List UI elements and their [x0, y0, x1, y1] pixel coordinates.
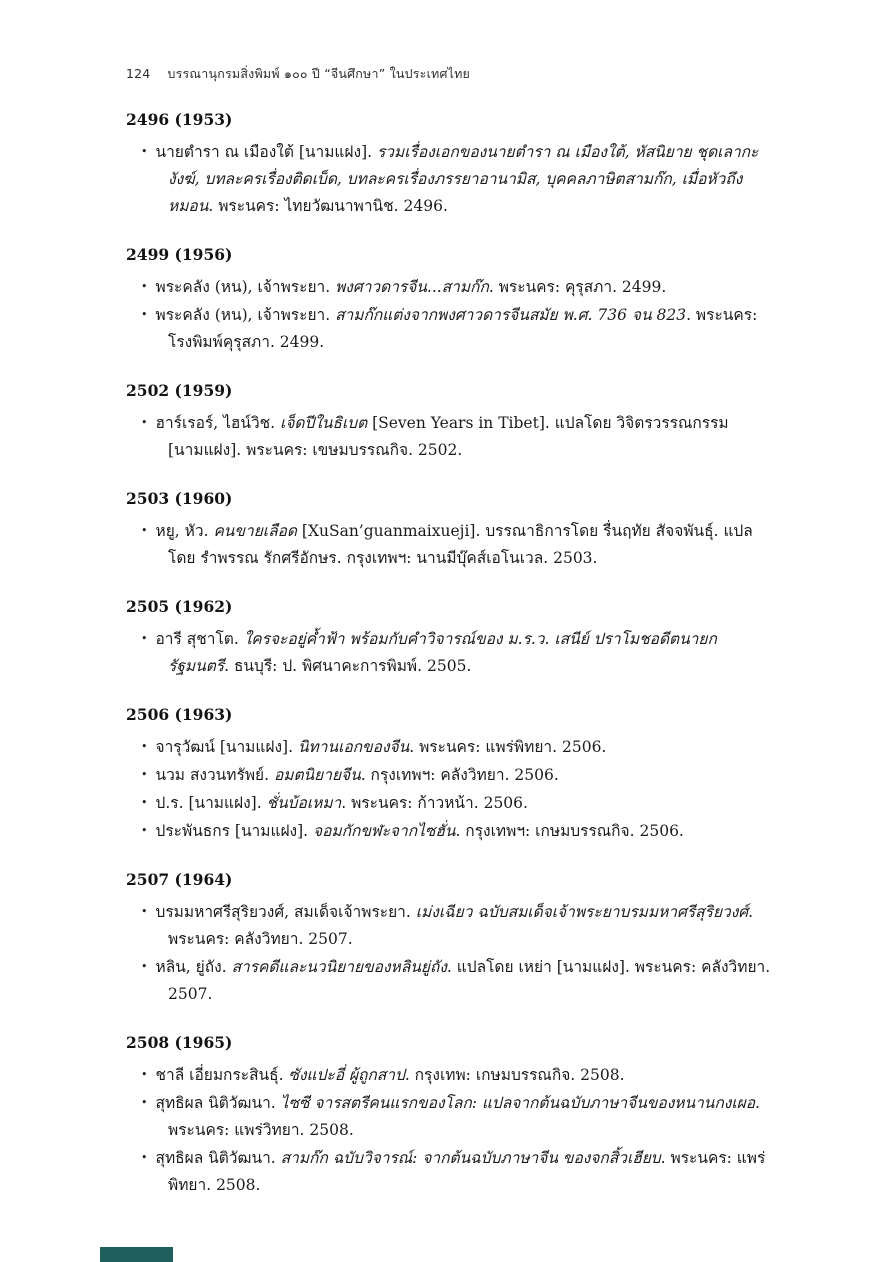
- entry-text: . กรุงเทพฯ: คลังวิทยา. 2506.: [360, 766, 559, 784]
- bibliography-entry: [126, 273, 774, 301]
- entry-text: นวม สงวนทรัพย์.: [155, 766, 274, 784]
- entry-text: . กรุงเทพฯ: เกษมบรรณกิจ. 2506.: [455, 822, 684, 840]
- bullet-icon: •: [141, 796, 148, 809]
- bibliography-entry: [126, 789, 774, 817]
- bibliography-sections: [126, 110, 774, 1224]
- year-heading: 2502 (1959): [126, 381, 233, 400]
- bibliography-entry: [126, 1089, 774, 1144]
- entry-text: ป.ร. [นามแฝง].: [155, 794, 267, 812]
- bullet-icon: •: [141, 1068, 148, 1081]
- bibliography-entry: [126, 301, 774, 356]
- entry-title: คนขายเลือด: [213, 522, 297, 540]
- entry-text: . ธนบุรี: ป. พิศนาคะการพิมพ์. 2505.: [224, 657, 472, 675]
- entry-title: นิทานเอกของจีน: [297, 738, 410, 756]
- entry-title: ชั่นบ้อเหมา: [266, 794, 342, 812]
- entry-text: [Seven Years in Tibet]. แปลโดย วิจิตรวรรณกรรม [นามแฝง]. พระนคร: เขษมบรรณกิจ. 2502.: [168, 414, 729, 459]
- bullet-icon: •: [141, 632, 148, 645]
- entry-title: สามก๊ก ฉบับวิจารณ์: จากต้นฉบับภาษาจีน ของจกสิ้วเฮียบ: [280, 1149, 661, 1167]
- entry-text: . พระนคร: คลังวิทยา. 2507.: [168, 903, 754, 948]
- entry-text: บรมมหาศรีสุริยวงศ์, สมเด็จเจ้าพระยา.: [155, 903, 416, 921]
- entry-text: . แปลโดย เหย่า [นามแฝง]. พระนคร: คลังวิทยา. 2507.: [168, 958, 771, 1003]
- bullet-icon: •: [141, 740, 148, 753]
- year-heading: 2503 (1960): [126, 489, 233, 508]
- entry-title: อมตนิยายจีน: [273, 766, 361, 784]
- entry-text: . พระนคร: แพร่วิทยา. 2508.: [168, 1094, 760, 1139]
- year-heading: 2507 (1964): [126, 870, 233, 889]
- year-section: [126, 489, 774, 572]
- entry-text: จารุวัฒน์ [นามแฝง].: [155, 738, 298, 756]
- year-section: [126, 597, 774, 680]
- bibliography-entry: [126, 898, 774, 953]
- entry-text: . กรุงเทพ: เกษมบรรณกิจ. 2508.: [404, 1066, 625, 1084]
- year-heading: 2508 (1965): [126, 1033, 233, 1052]
- entry-text: . พระนคร: แพร่พิทยา. 2508.: [168, 1149, 766, 1194]
- bullet-icon: •: [141, 1096, 148, 1109]
- entry-text: ชาลี เอี่ยมกระสินธุ์.: [155, 1066, 289, 1084]
- entry-text: อารี สุชาโต.: [155, 630, 244, 648]
- entry-text: ฮาร์เรอร์, ไฮน์วิช.: [155, 414, 281, 432]
- bullet-icon: •: [141, 1151, 148, 1164]
- bullet-icon: •: [141, 280, 148, 293]
- entry-text: นายตำรา ณ เมืองใต้ [นามแฝง].: [155, 143, 377, 161]
- bibliography-entry: [126, 1144, 774, 1199]
- entry-text: . พระนคร: คุรุสภา. 2499.: [488, 278, 667, 296]
- year-section: [126, 1033, 774, 1199]
- entry-text: สุทธิผล นิติวัฒนา.: [155, 1094, 281, 1112]
- entry-title: เจ็ดปีในธิเบต: [280, 414, 368, 432]
- year-section: [126, 245, 774, 356]
- entry-title: รวมเรื่องเอกของนายตำรา ณ เมืองใต้, หัสนิยาย ชุดเลากะงังฆ์, บทละครเรื่องติดเบ็ด, บทละครเรื่องภรรยาอานามิส, บุคคลภาษิตสามก๊ก, เมื่อหัวถึงหมอน: [168, 143, 759, 215]
- bibliography-entry: [126, 625, 774, 680]
- entry-text: [XuSan’guanmaixueji]. บรรณาธิการโดย รื่นฤทัย สัจจพันธุ์. แปลโดย รำพรรณ รักศรีอักษร. กรุงเทพฯ: นานมีบุ๊คส์เอโนเวล. 2503.: [168, 522, 753, 567]
- page-footer-tab: [100, 1247, 173, 1262]
- bullet-icon: •: [141, 768, 148, 781]
- bibliography-entry: [126, 761, 774, 789]
- entry-title: ซังแปะอี่ ผู้ถูกสาป: [288, 1066, 405, 1084]
- year-section: [126, 705, 774, 845]
- entry-text: . พระนคร: โรงพิมพ์คุรุสภา. 2499.: [168, 306, 758, 351]
- year-section: [126, 870, 774, 1008]
- year-section: [126, 110, 774, 220]
- page-number: 124: [126, 66, 151, 81]
- entry-text: . พระนคร: ก้าวหน้า. 2506.: [341, 794, 528, 812]
- entry-title: พงศาวดารจีน...สามก๊ก: [335, 278, 489, 296]
- year-heading: 2499 (1956): [126, 245, 233, 264]
- entry-text: . พระนคร: แพร่พิทยา. 2506.: [409, 738, 607, 756]
- entry-text: ประพันธกร [นามแฝง].: [155, 822, 314, 840]
- bibliography-entry: [126, 733, 774, 761]
- entry-title: สารคดีและนวนิยายของหลินยู่ถัง: [231, 958, 447, 976]
- bullet-icon: •: [141, 145, 148, 158]
- bibliography-entry: [126, 1061, 774, 1089]
- bullet-icon: •: [141, 824, 148, 837]
- entry-text: หยู, หัว.: [155, 522, 214, 540]
- entry-title: สามก๊กแต่งจากพงศาวดารจีนสมัย พ.ศ. 736 จน 823: [335, 306, 687, 324]
- bullet-icon: •: [141, 524, 148, 537]
- entry-title: เม่งเฉียว ฉบับสมเด็จเจ้าพระยาบรมมหาศรีสุริยวงศ์: [415, 903, 749, 921]
- entry-text: พระคลัง (หน), เจ้าพระยา.: [155, 278, 336, 296]
- year-heading: 2505 (1962): [126, 597, 233, 616]
- bibliography-entry: [126, 517, 774, 572]
- bibliography-entry: [126, 953, 774, 1008]
- year-section: [126, 381, 774, 464]
- bullet-icon: •: [141, 416, 148, 429]
- entry-text: หลิน, ยู่ถัง.: [155, 958, 232, 976]
- bullet-icon: •: [141, 308, 148, 321]
- entry-title: ไซซี จารสตรีคนแรกของโลก: แปลจากต้นฉบับภาษาจีนของหนานกงเผอ: [280, 1094, 756, 1112]
- bibliography-entry: [126, 138, 774, 220]
- entry-text: พระคลัง (หน), เจ้าพระยา.: [155, 306, 336, 324]
- bibliography-entry: [126, 817, 774, 845]
- entry-title: ใครจะอยู่ค้ำฟ้า พร้อมกับคำวิจารณ์ของ ม.ร.ว. เสนีย์ ปราโมชอดีตนายกรัฐมนตรี: [168, 630, 717, 675]
- page-header: [126, 64, 470, 84]
- entry-title: จอมกักขฬะจากไซฮั่น: [313, 822, 456, 840]
- entry-text: . พระนคร: ไทยวัฒนาพานิช. 2496.: [208, 197, 448, 215]
- year-heading: 2496 (1953): [126, 110, 233, 129]
- bullet-icon: •: [141, 960, 148, 973]
- bullet-icon: •: [141, 905, 148, 918]
- entry-text: สุทธิผล นิติวัฒนา.: [155, 1149, 281, 1167]
- bibliography-entry: [126, 409, 774, 464]
- year-heading: 2506 (1963): [126, 705, 233, 724]
- page-header-title: บรรณานุกรมสิ่งพิมพ์ ๑๐๐ ปี “จีนศึกษา” ในประเทศไทย: [167, 66, 471, 81]
